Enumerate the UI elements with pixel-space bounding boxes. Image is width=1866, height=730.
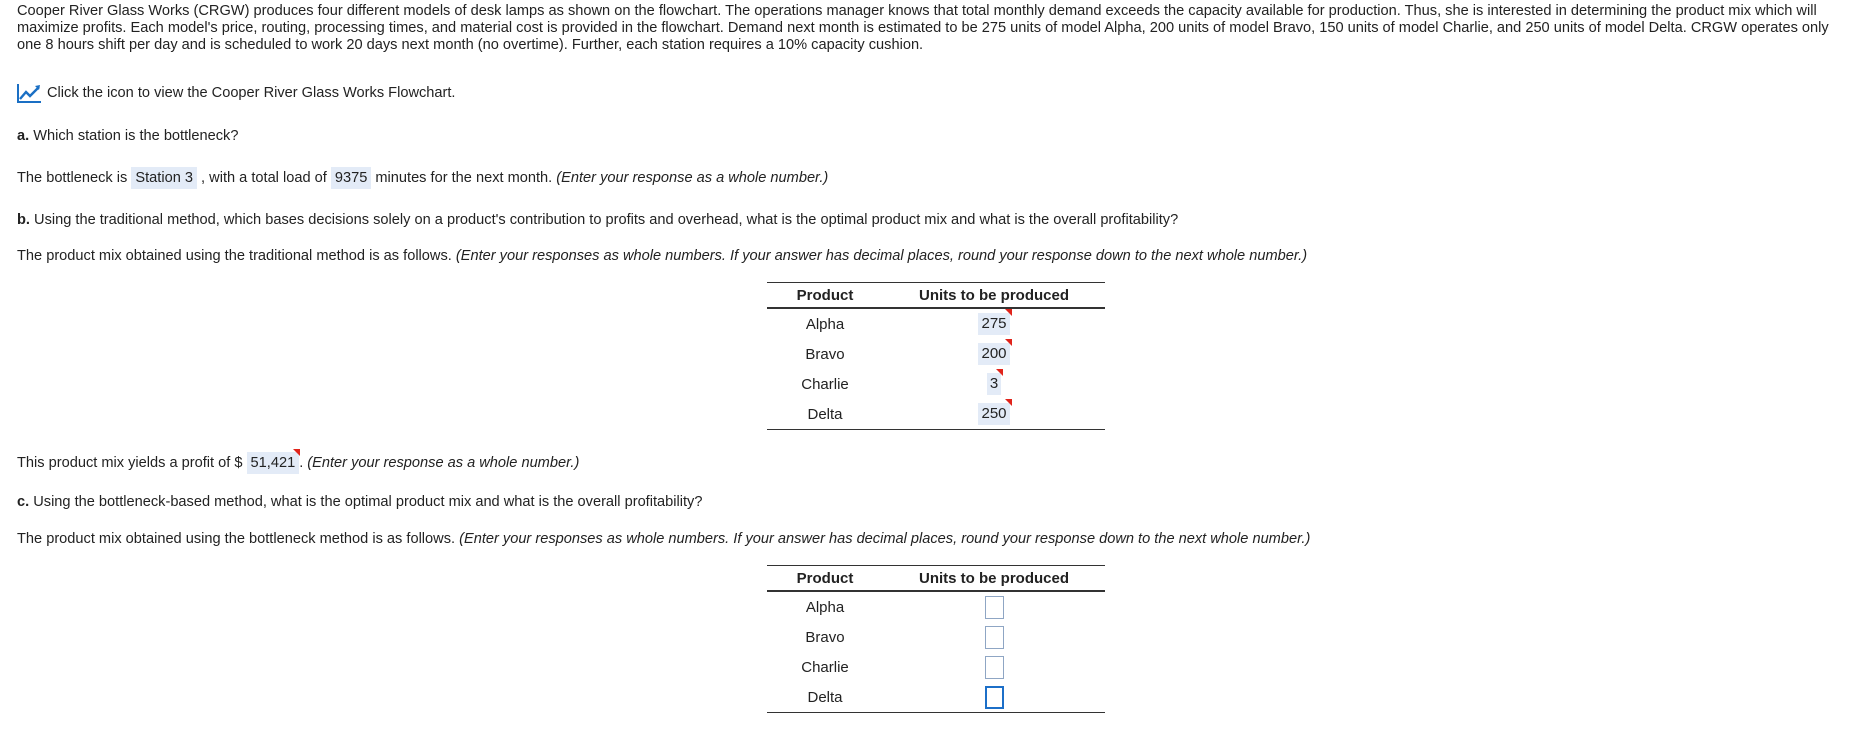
product-name: Charlie: [801, 658, 849, 676]
question-c-intro: The product mix obtained using the bottleneck method is as follows.: [17, 531, 460, 547]
product-name: Bravo: [805, 628, 845, 646]
question-c: [17, 494, 702, 510]
column-header-product: Product: [767, 566, 883, 592]
bottleneck-mix-table: [767, 565, 1105, 713]
total-load-answer[interactable]: 9375: [331, 167, 371, 189]
problem-statement: Cooper River Glass Works (CRGW) produces four different models of desk lamps as shown on the flowchart. The operations manager knows that total monthly demand exceeds the capacity available for production. Thus, she is interested in determining the product mix which will maximize profits. Each model's price, routing, processing times, and material cost is provided in the flowchart. Demand next month is estimated to be 275 units of model Alpha, 200 units of model Bravo, 150 units of model Charlie, and 250 units of model Delta. CRGW operates only one 8 hours shift per day and is scheduled to work 20 days next month (no overtime). Further, each station requires a 10% capacity cushion.: [17, 3, 1829, 53]
table-row: [767, 308, 1105, 339]
traditional-mix-table: [767, 282, 1105, 430]
question-b-intro: The product mix obtained using the traditional method is as follows.: [17, 248, 456, 264]
question-c-instructions: [17, 531, 1310, 547]
incorrect-flag-icon: [996, 369, 1003, 376]
units-input[interactable]: [985, 626, 1004, 649]
bottleneck-station-answer[interactable]: Station 3: [131, 167, 197, 189]
profit-row: [17, 452, 579, 474]
table-row: [767, 652, 1105, 682]
flowchart-link-row: [17, 83, 456, 107]
profit-hint: (Enter your response as a whole number.): [307, 455, 580, 471]
product-name: Alpha: [805, 598, 845, 616]
table-row: [767, 399, 1105, 430]
incorrect-flag-icon: [1005, 399, 1012, 406]
question-a-text: Which station is the bottleneck?: [29, 128, 239, 144]
answer-a-pre: The bottleneck is: [17, 170, 132, 186]
table-row: [767, 339, 1105, 369]
product-name: Delta: [767, 682, 883, 713]
table-row: [767, 682, 1105, 713]
column-header-product: Product: [767, 283, 883, 309]
profit-pre: This product mix yields a profit of $: [17, 455, 247, 471]
question-b-hint: (Enter your responses as whole numbers. If your answer has decimal places, round your response down to the next whole number.): [455, 248, 1308, 264]
line-chart-icon[interactable]: [17, 83, 42, 103]
question-a: [17, 128, 238, 144]
table-row: [767, 591, 1105, 622]
answer-a-hint: (Enter your response as a whole number.): [556, 170, 829, 186]
product-name: Charlie: [801, 375, 849, 393]
column-header-units: Units to be produced: [883, 283, 1105, 309]
units-answer[interactable]: 275: [978, 313, 1009, 335]
question-c-text: Using the bottleneck-based method, what is the optimal product mix and what is the overall profitability?: [29, 494, 703, 510]
profit-post: .: [299, 455, 308, 471]
table-row: [767, 622, 1105, 652]
units-answer[interactable]: 200: [978, 343, 1009, 365]
profit-answer[interactable]: 51,421: [247, 452, 300, 474]
column-header-units: Units to be produced: [883, 566, 1105, 592]
units-input[interactable]: [985, 596, 1004, 619]
units-answer[interactable]: 250: [978, 403, 1009, 425]
answer-a-post: minutes for the next month.: [371, 170, 557, 186]
product-name: Bravo: [805, 345, 845, 363]
units-input[interactable]: [985, 656, 1004, 679]
incorrect-flag-icon: [293, 449, 300, 456]
question-c-letter: c.: [17, 494, 30, 510]
question-a-letter: a.: [17, 128, 30, 144]
question-b-letter: b.: [17, 212, 30, 228]
flowchart-link-text[interactable]: Click the icon to view the Cooper River Glass Works Flowchart.: [47, 85, 456, 101]
product-name: Delta: [767, 399, 883, 430]
units-answer[interactable]: 3: [987, 373, 1001, 395]
answer-a-mid: , with a total load of: [197, 170, 331, 186]
units-input[interactable]: [985, 686, 1004, 709]
flowchart-link[interactable]: [17, 83, 456, 103]
product-name: Alpha: [805, 315, 845, 333]
answer-a-row: [17, 167, 828, 189]
question-c-hint: (Enter your responses as whole numbers. If your answer has decimal places, round your response down to the next whole number.): [459, 531, 1311, 547]
question-b-text: Using the traditional method, which bases decisions solely on a product's contribution to profits and overhead, what is the optimal product mix and what is the overall profitability?: [29, 212, 1179, 228]
question-b-instructions: [17, 248, 1307, 264]
question-b: [17, 212, 1178, 228]
incorrect-flag-icon: [1005, 309, 1012, 316]
table-row: [767, 369, 1105, 399]
incorrect-flag-icon: [1005, 339, 1012, 346]
